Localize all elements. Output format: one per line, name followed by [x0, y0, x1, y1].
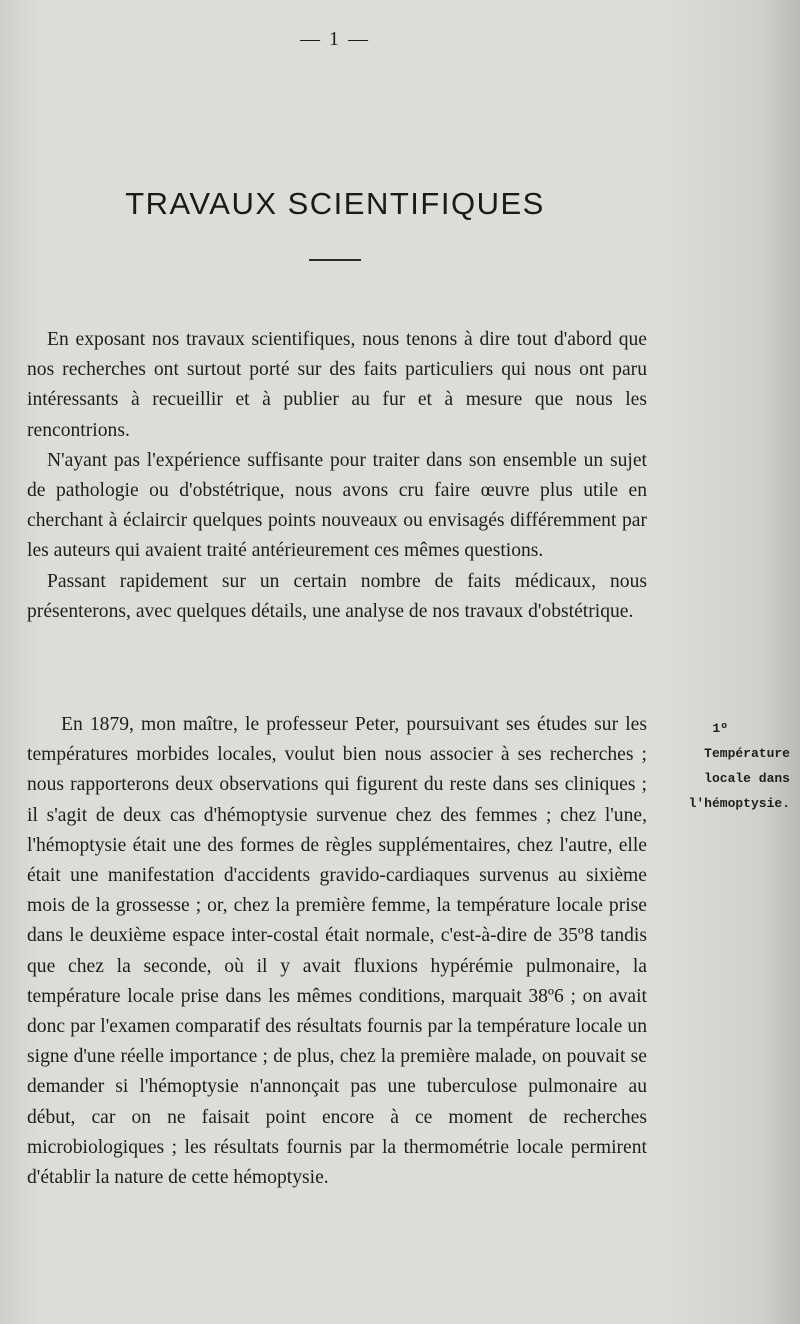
- page-number: — 1 —: [300, 28, 370, 50]
- margin-note-line: Température: [704, 746, 790, 761]
- page-title: TRAVAUX SCIENTIFIQUES: [125, 186, 545, 221]
- margin-note-line: locale dans: [704, 771, 790, 786]
- section-paragraph: En 1879, mon maître, le professeur Peter, poursuivant ses études sur les températures morbides locales, voulut bien nous associer à ses recherches ; nous rapporterons deux observations qui figurent du reste dans ses cliniques ; il s'agit de deux cas d'hémoptysie survenue chez des femmes ; chez l'une, l'hémoptysie était une des formes de règles supplémentaires, chez l'autre, elle était une manifestation d'accidents gravido-cardiaques survenus au sixième mois de la grossesse ; or, chez la première femme, la température locale prise dans le deuxième espace inter-costal était normale, c'est-à-dire de 35º8 tandis que chez la seconde, où il y avait fluxions hypérémie pulmonaire, la température locale prise dans les mêmes conditions, marquait 38º6 ; on avait donc par l'examen comparatif des résultats fournis par la température locale un signe d'une réelle importance ; de plus, chez la première malade, on pouvait se demander si l'hémoptysie n'annonçait pas une tuberculose pulmonaire au début, car on ne faisait point encore à ce moment de recherches microbiologiques ; les résultats fournis par la thermométrie locale permirent d'établir la nature de cette hémoptysie.: [27, 714, 647, 1189]
- intro-paragraph: N'ayant pas l'expérience suffisante pour traiter dans son ensemble un sujet de pathologie ou d'obstétrique, nous avons cru faire œuvre plus utile en cherchant à éclaircir quelques points nouveaux ou envisagés différemment par les auteurs qui avaient traité antérieurement ces mêmes questions.: [27, 449, 647, 562]
- intro-paragraph: Passant rapidement sur un certain nombre de faits médicaux, nous présenterons, avec quelques détails, une analyse de nos travaux d'obstétrique.: [27, 570, 647, 622]
- margin-note: [664, 716, 790, 816]
- title-divider: [309, 259, 361, 261]
- section-temperature: [27, 710, 647, 1193]
- intro-paragraph: En exposant nos travaux scientifiques, nous tenons à dire tout d'abord que nos recherches ont surtout porté sur des faits particuliers qui nous ont paru intéressants à recueillir et à publier au fur et à mesure que nous les rencontrions.: [27, 329, 647, 441]
- margin-note-number: 1º: [712, 721, 728, 736]
- intro-section: [27, 325, 647, 627]
- margin-note-line: l'hémoptysie.: [688, 796, 790, 811]
